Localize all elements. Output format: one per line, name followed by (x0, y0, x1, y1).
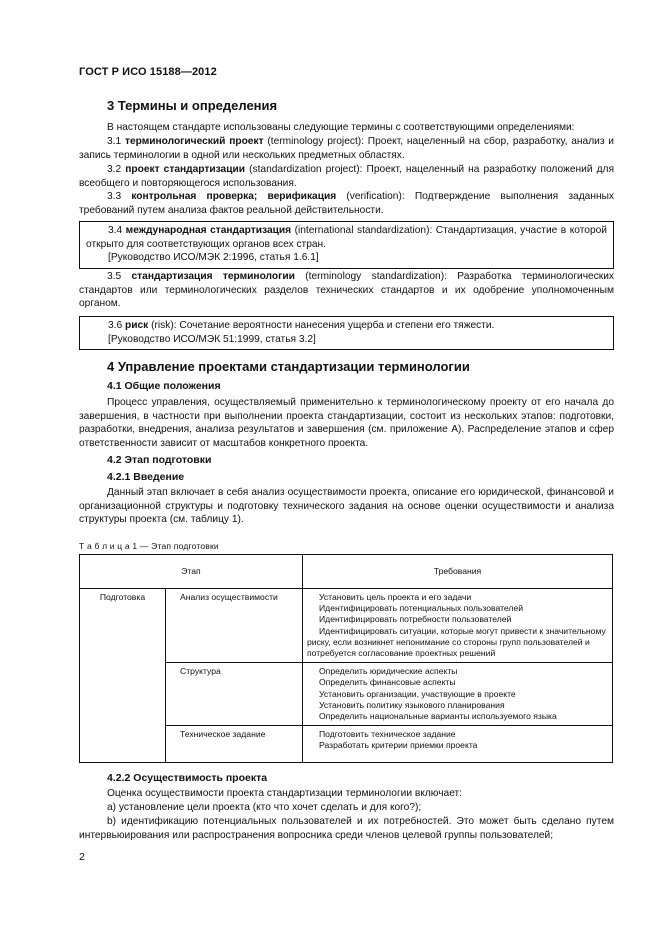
section-4-2-1-title: 4.2.1 Введение (107, 471, 185, 483)
table-row (80, 589, 613, 663)
term-3-6-box: 3.6 риск (risk): Сочетание вероятности нанесения ущерба и степени его тяжести. [Руководство ИСО/МЭК 51:1999, статья 3.2] (79, 316, 614, 350)
table-substage: Техническое задание (166, 726, 303, 762)
table-requirements: Подготовить техническое задание Разработать критерии приемки проекта (303, 726, 613, 762)
section-4-1-text: Процесс управления, осуществляемый применительно к терминологическому проекту от его начала до завершения, в частности при выполнении проекта стандартизации, состоит из нескольких этапов: подготовки, разработки, внедрения, анализа результатов и завершения (см. приложение А). Распределение этапов и сфер ответственности зависит от масштабов конкретного проекта. (79, 397, 614, 449)
section-4-2-2-text: Оценка осуществимости проекта стандартизации терминологии включает: (107, 788, 463, 799)
table-substage: Анализ осуществимости (166, 589, 303, 663)
term-3-6-source: [Руководство ИСО/МЭК 51:1999, статья 3.2] (108, 333, 316, 345)
list-item-b: b) идентификацию потенциальных пользователей и их потребностей. Это может быть сделано путем интервьюирования или распространения вопросника среди членов целевой группы пользователей; (79, 816, 614, 841)
section-4-2-title: 4.2 Этап подготовки (107, 454, 212, 466)
list-item-a: а) установление цели проекта (кто что хочет сделать и для кого?); (107, 802, 422, 813)
table-preparation-stage (79, 554, 613, 763)
term-3-5: 3.5 стандартизация терминологии (terminology standardization): Разработка терминологических стандартов или терминологических разделов технических стандартов и их одобрение уполномоченным органом. (79, 271, 615, 309)
term-3-1: 3.1 терминологический проект (terminology project): Проект, нацеленный на сбор, разработку, анализ и запись терминологии в одной или нескольких предметных областях. (79, 136, 614, 161)
table-header-requirements: Требования (303, 555, 613, 589)
table-requirements: Установить цель проекта и его задачи Идентифицировать потенциальных пользователей Идентифицировать потребности пользователей Идентифицировать ситуации, которые могут привести к значительному риску, если возникнет непонимание со стороны групп пользователей и потребуется согласование проектных решений (303, 589, 613, 663)
term-3-2: 3.2 проект стандартизации (standardization project): Проект, нацеленный на разработку положений для всеобщего и повторяющегося использования. (79, 164, 614, 189)
term-3-3: 3.3 контрольная проверка; верификация (verification): Подтверждение выполнения заданных требований путем анализа фактов реальной действительности. (79, 191, 614, 216)
table-header-stage: Этап (80, 555, 303, 589)
section-4-2-1-text: Данный этап включает в себя анализ осуществимости проекта, описание его юридической, финансовой и организационной структуры и подготовку технического задания на основе оценки осуществимости и анализа структуры проекта (см. таблицу 1). (79, 487, 614, 525)
section-3-intro: В настоящем стандарте использованы следующие термины с соответствующими определениями: (107, 122, 575, 133)
term-3-4-source: [Руководство ИСО/МЭК 2:1996, статья 1.6.1] (108, 252, 319, 263)
table-substage: Структура (166, 663, 303, 726)
term-3-4-box: 3.4 международная стандартизация (international standardization): Стандартизация, участие в которой открыто для соответствующих органов всех стран. [Руководство ИСО/МЭК 2:1996, статья 1.6.1] (79, 221, 614, 269)
document-header: ГОСТ Р ИСО 15188—2012 (79, 66, 217, 78)
section-4-title: 4 Управление проектами стандартизации терминологии (107, 359, 470, 374)
table-caption: Т а б л и ц а 1 — Этап подготовки (79, 541, 219, 551)
table-requirements: Определить юридические аспекты Определить финансовые аспекты Установить организации, участвующие в проекте Установить политику языкового планирования Определить национальные варианты используемого языка (303, 663, 613, 726)
table-phase: Подготовка (80, 589, 166, 763)
section-4-1-title: 4.1 Общие положения (107, 380, 221, 392)
section-4-2-2-title: 4.2.2 Осуществимость проекта (107, 772, 268, 784)
section-3-title: 3 Термины и определения (107, 98, 278, 113)
page-number: 2 (79, 851, 85, 863)
